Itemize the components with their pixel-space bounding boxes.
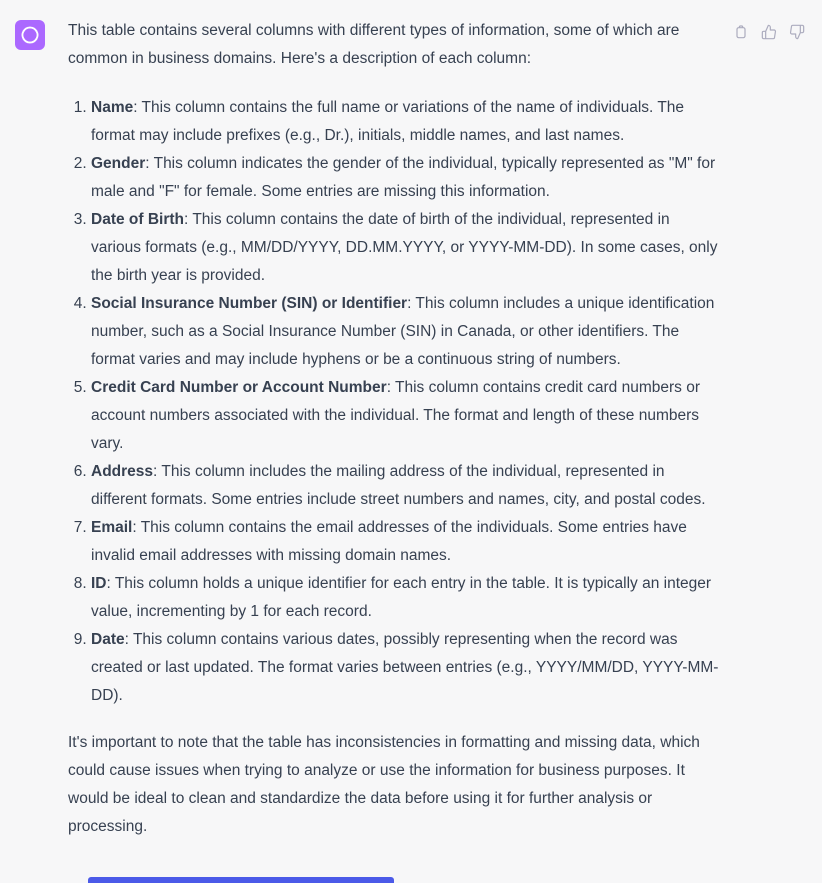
column-term: Address [91,463,154,480]
column-desc: : This column holds a unique identifier for each entry in the table. It is typically an integer value, incrementing by 1 for each record. [91,575,712,620]
list-item [91,458,722,514]
list-item [91,374,722,458]
column-term: Name [91,99,134,116]
column-desc: : This column contains the full name or variations of the name of individuals. The format may include prefixes (e.g., Dr.), initials, middle names, and last names. [91,99,685,144]
intro-paragraph: This table contains several columns with different types of information, some of which are common in business domains. Here's a description of each column: [68,22,680,67]
list-item [91,150,722,206]
copy-button[interactable] [733,24,749,40]
chatgpt-logo-icon [19,24,41,46]
column-desc: : This column indicates the gender of the individual, typically represented as "M" for male and "F" for female. Some entries are missing this information. [91,155,716,200]
outro-paragraph: It's important to note that the table has inconsistencies in formatting and missing data, which could cause issues when trying to analyze or use the information for business purposes. It would be ideal to clean and standardize the data before using it for further analysis or processing. [68,734,700,835]
bottom-blue-bar [88,877,394,883]
thumbs-down-button[interactable] [789,24,805,40]
column-desc: : This column contains various dates, possibly representing when the record was created or last updated. The format varies between entries (e.g., YYYY/MM/DD, YYYY-MM-DD). [91,631,719,704]
column-desc: : This column contains credit card numbers or account numbers associated with the individual. The format and length of these numbers vary. [91,379,700,452]
thumbs-down-icon [789,24,805,40]
column-desc: : This column includes a unique identification number, such as a Social Insurance Number (SIN) in Canada, or other identifiers. The format varies and may include hyphens or be a continuous string of numbers. [91,295,715,368]
list-item [91,290,722,374]
column-desc: : This column contains the email addresses of the individuals. Some entries have invalid email addresses with missing domain names. [91,519,687,564]
column-desc: : This column includes the mailing address of the individual, represented in different formats. Some entries include street numbers and names, city, and postal codes. [91,463,706,508]
clipboard-icon [733,24,749,40]
message-body [68,17,722,841]
list-item [91,626,722,710]
column-term: Social Insurance Number (SIN) or Identifier [91,295,408,312]
column-description-list [68,94,722,710]
column-term: ID [91,575,107,592]
column-desc: : This column contains the date of birth of the individual, represented in various formats (e.g., MM/DD/YYYY, DD.MM.YYYY, or YYYY-MM-DD). In some cases, only the birth year is provided. [91,211,718,284]
thumbs-up-icon [761,24,777,40]
thumbs-up-button[interactable] [761,24,777,40]
list-item [91,514,722,570]
message-actions [733,24,805,40]
assistant-avatar [15,20,45,50]
column-term: Date [91,631,125,648]
column-term: Gender [91,155,146,172]
list-item [91,206,722,290]
column-term: Date of Birth [91,211,184,228]
list-item [91,570,722,626]
list-item [91,94,722,150]
column-term: Credit Card Number or Account Number [91,379,387,396]
column-term: Email [91,519,133,536]
